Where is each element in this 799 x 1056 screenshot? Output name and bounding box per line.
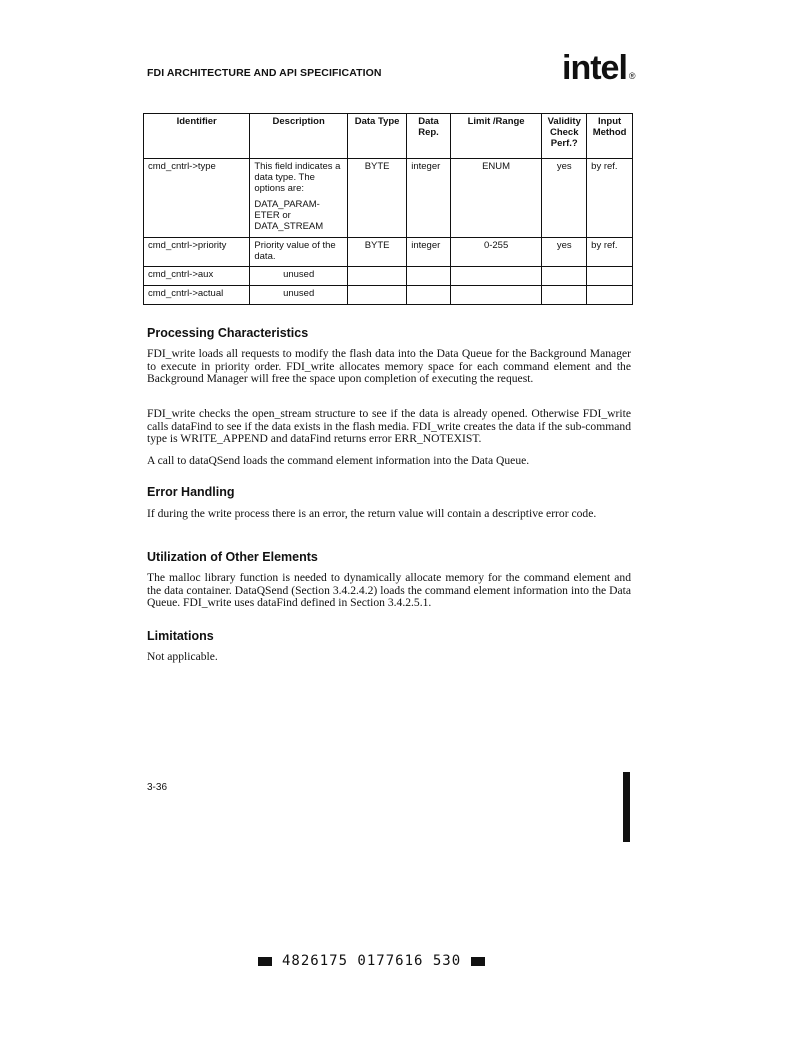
heading-error-handling: Error Handling xyxy=(147,485,235,499)
cell-empty xyxy=(450,267,542,286)
cell-empty xyxy=(542,267,587,286)
heading-limitations: Limitations xyxy=(147,629,214,643)
heading-utilization: Utilization of Other Elements xyxy=(147,550,318,564)
barcode-block-left xyxy=(258,957,272,966)
cell-data-rep: integer xyxy=(407,238,451,267)
processing-paragraph-3: A call to dataQSend loads the command element information into the Data Queue. xyxy=(147,454,530,467)
header-validity-check: Validity Check Perf.? xyxy=(542,114,587,159)
cell-empty xyxy=(587,267,633,286)
document-header-title: FDI ARCHITECTURE AND API SPECIFICATION xyxy=(147,67,382,79)
barcode-footer xyxy=(258,953,485,969)
cell-identifier: cmd_cntrl->actual xyxy=(144,286,250,305)
cell-data-type: BYTE xyxy=(347,159,406,238)
cell-identifier: cmd_cntrl->priority xyxy=(144,238,250,267)
cell-empty xyxy=(347,286,406,305)
processing-paragraph-1: FDI_write loads all requests to modify the flash data into the Data Queue for the Background Manager to execute in priority order. FDI_write allocates memory space for each command element and the Background Manager will free the space upon completion of executing the request. xyxy=(147,347,631,386)
cell-data-rep: integer xyxy=(407,159,451,238)
cell-identifier: cmd_cntrl->aux xyxy=(144,267,250,286)
cell-validity: yes xyxy=(542,238,587,267)
cell-description: Priority value of the data. xyxy=(250,238,348,267)
cell-empty xyxy=(450,286,542,305)
cell-description xyxy=(250,159,348,238)
barcode-text: 4826175 0177616 530 xyxy=(282,953,462,969)
header-data-rep: Data Rep. xyxy=(407,114,451,159)
header-description: Description xyxy=(250,114,348,159)
cell-empty xyxy=(407,286,451,305)
table-row xyxy=(144,267,633,286)
table-row xyxy=(144,159,633,238)
heading-processing-characteristics: Processing Characteristics xyxy=(147,326,309,340)
table-row xyxy=(144,238,633,267)
table-row xyxy=(144,286,633,305)
error-handling-paragraph: If during the write process there is an error, the return value will contain a descriptive error code. xyxy=(147,507,597,520)
parameter-table xyxy=(143,113,633,305)
cell-limit: ENUM xyxy=(450,159,542,238)
header-data-type: Data Type xyxy=(347,114,406,159)
cell-input-method: by ref. xyxy=(587,238,633,267)
processing-paragraph-2: FDI_write checks the open_stream structure to see if the data is already opened. Otherwise FDI_write calls dataFind to see if the data exists in the flash media. FDI_write creates the data if the sub-command type is WRITE_APPEND and dataFind returns error ERR_NOTEXIST. xyxy=(147,407,631,446)
utilization-paragraph: The malloc library function is needed to dynamically allocate memory for the command element and the data container. DataQSend (Section 3.4.2.4.2) loads the command element information into the Data Queue. FDI_write uses dataFind defined in Section 3.4.2.5.1. xyxy=(147,571,631,610)
cell-data-type: BYTE xyxy=(347,238,406,267)
cell-validity: yes xyxy=(542,159,587,238)
registered-mark: ® xyxy=(628,71,635,81)
logo-text: intel xyxy=(562,49,627,87)
header-input-method: Input Method xyxy=(587,114,633,159)
cell-empty xyxy=(587,286,633,305)
cell-empty xyxy=(347,267,406,286)
cell-identifier: cmd_cntrl->type xyxy=(144,159,250,238)
description-options: DATA_PARAM-ETER or DATA_STREAM xyxy=(254,199,324,232)
cell-empty xyxy=(542,286,587,305)
table-header-row xyxy=(144,114,633,159)
cell-empty xyxy=(407,267,451,286)
intel-logo xyxy=(562,48,635,96)
barcode-block-right xyxy=(471,957,485,966)
description-text: This field indicates a data type. The options are: xyxy=(254,161,341,194)
page-number: 3-36 xyxy=(147,782,168,793)
cell-description: unused xyxy=(250,286,348,305)
change-bar xyxy=(623,772,630,842)
limitations-paragraph: Not applicable. xyxy=(147,650,218,663)
cell-input-method: by ref. xyxy=(587,159,633,238)
header-limit-range: Limit /Range xyxy=(450,114,542,159)
cell-limit: 0-255 xyxy=(450,238,542,267)
cell-description: unused xyxy=(250,267,348,286)
header-identifier: Identifier xyxy=(144,114,250,159)
